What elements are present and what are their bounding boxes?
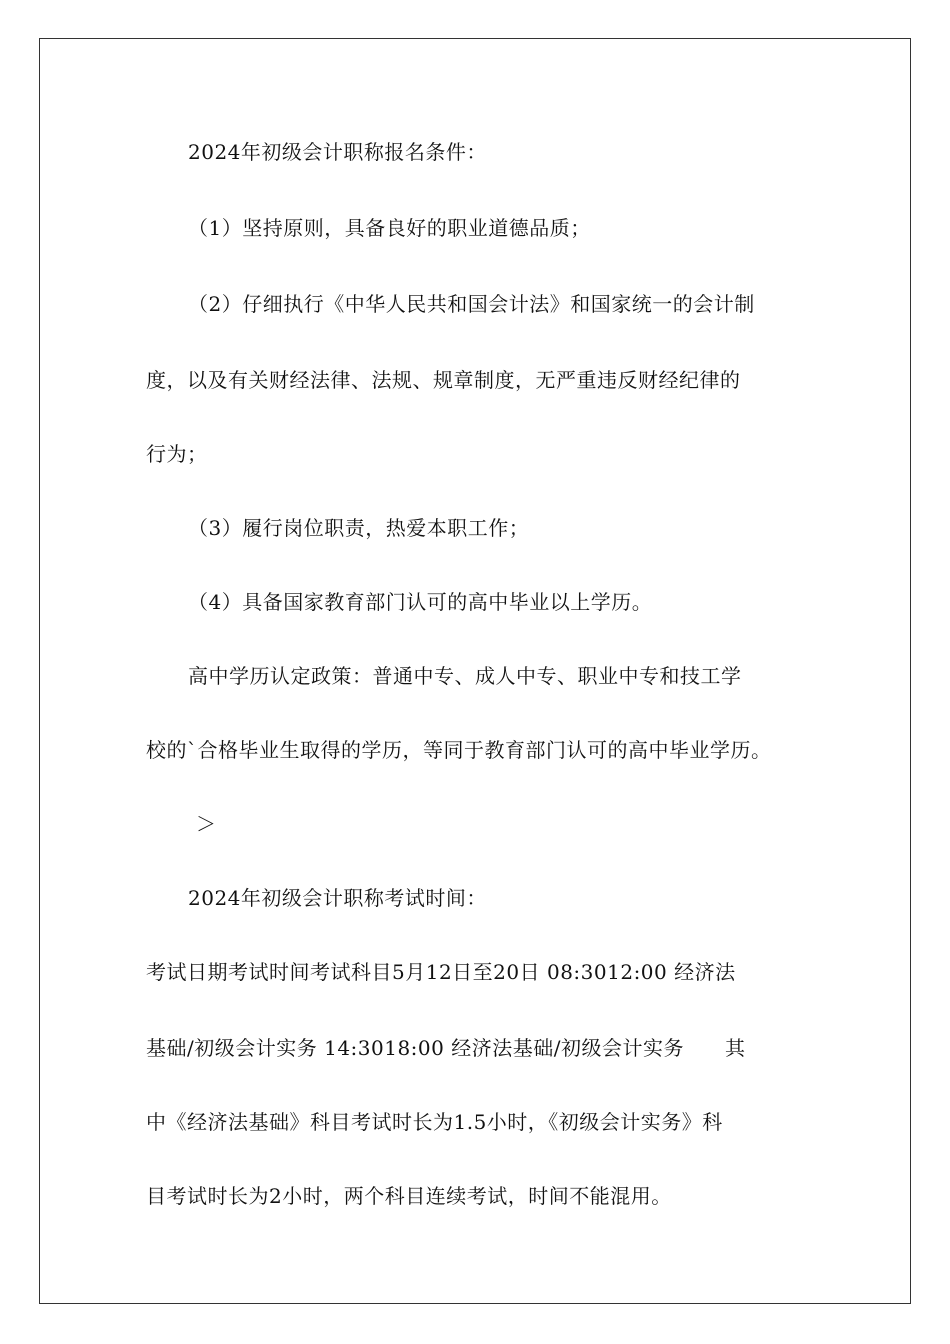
exam-schedule-paragraph-cont: 目考试时长为2小时，两个科目连续考试，时间不能混用。 [146,1184,672,1208]
education-policy-paragraph-cont: 校的`合格毕业生取得的学历，等同于教育部门认可的高中毕业学历。 [146,738,772,762]
exam-schedule-paragraph: 考试日期考试时间考试科目5月12日至20日 08:3012:00 经济法 [146,960,736,984]
condition-item-1: （1）坚持原则，具备良好的职业道德品质； [188,216,591,240]
section-heading-registration: 2024年初级会计职称报名条件： [188,140,487,164]
condition-item-2-cont: 度，以及有关财经法律、法规、规章制度，无严重违反财经纪律的 [146,368,741,392]
condition-item-2: （2）仔细执行《中华人民共和国会计法》和国家统一的会计制 [188,292,755,316]
arrow-marker: ＞ [196,812,217,836]
condition-item-4: （4）具备国家教育部门认可的高中毕业以上学历。 [188,590,653,614]
condition-item-2-cont: 行为； [146,442,208,466]
section-heading-exam-time: 2024年初级会计职称考试时间： [188,886,487,910]
education-policy-paragraph: 高中学历认定政策：普通中专、成人中专、职业中专和技工学 [188,664,742,688]
exam-schedule-paragraph-cont: 基础/初级会计实务 14:3018:00 经济法基础/初级会计实务 其 [146,1036,746,1060]
exam-schedule-paragraph-cont: 中《经济法基础》科目考试时长为1.5小时，《初级会计实务》科 [146,1110,723,1134]
condition-item-3: （3）履行岗位职责，热爱本职工作； [188,516,530,540]
